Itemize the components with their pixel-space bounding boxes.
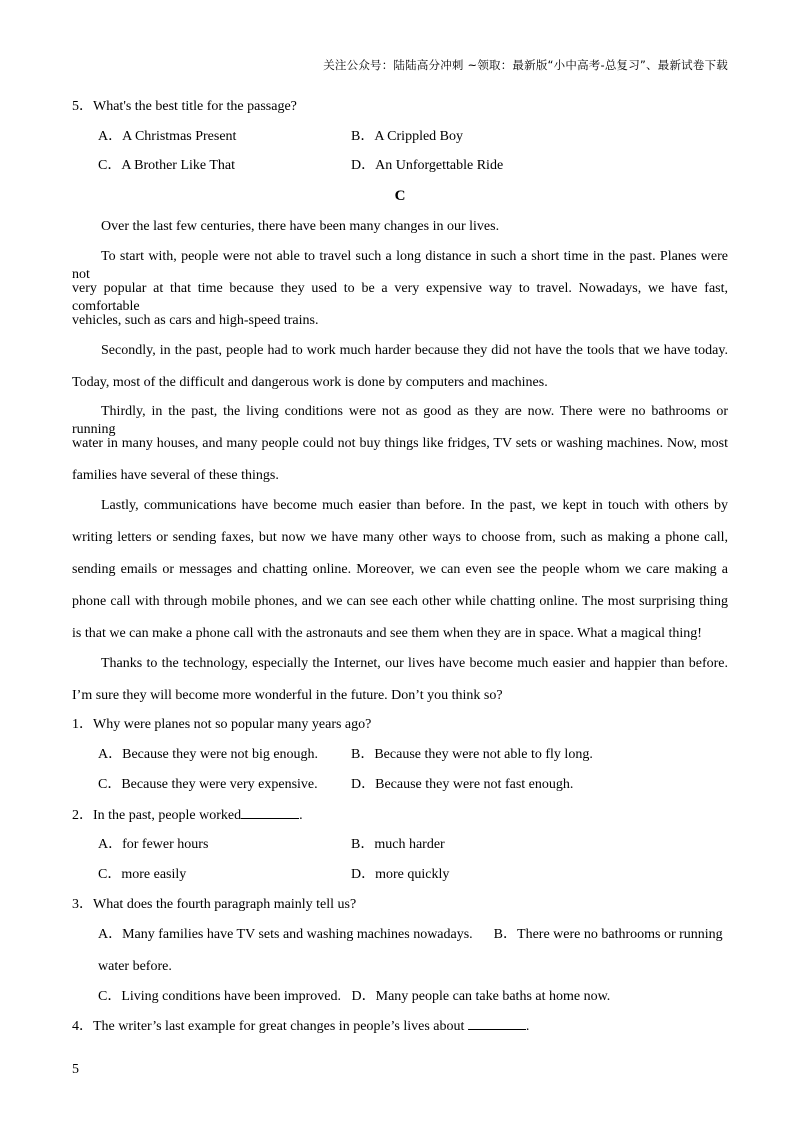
passage-p5-line-4: phone call with through mobile phones, and we can see each other while chatting online. The most surprising thing xyxy=(72,594,728,609)
passage-p3-line-2: Today, most of the difficult and dangerous work is done by computers and machines. xyxy=(72,375,548,390)
q5-option-a: A．A Christmas Present xyxy=(98,129,237,144)
passage-p2-line-1: To start with, people were not able to travel such a long distance in such a short time in the past. Planes were not xyxy=(72,249,728,282)
passage-paragraph-1: Over the last few centuries, there have been many changes in our lives. xyxy=(101,219,500,234)
passage-p5-line-1: Lastly, communications have become much easier than before. In the past, we kept in touch with others by xyxy=(101,498,728,513)
passage-p6-line-2: I’m sure they will become more wonderful in the future. Don’t you think so? xyxy=(72,688,503,703)
passage-p4-line-1: Thirdly, in the past, the living conditions were not as good as they are now. There were no bathrooms or running xyxy=(72,404,728,437)
question-4 xyxy=(72,1017,529,1036)
question-4-text: 4．The writer’s last example for great changes in people’s lives about xyxy=(72,1019,465,1034)
q1-option-d: D．Because they were not fast enough. xyxy=(351,777,574,792)
page-number: 5 xyxy=(72,1062,79,1077)
q3-options-line-2: water before. xyxy=(98,959,172,974)
passage-p4-line-3: families have several of these things. xyxy=(72,468,279,483)
q2-option-d: D．more quickly xyxy=(351,867,450,882)
question-3: 3．What does the fourth paragraph mainly tell us? xyxy=(72,897,357,912)
passage-p2-line-2: very popular at that time because they used to be a very expensive way to travel. Nowadays, we have fast, comfortable xyxy=(72,281,728,314)
q2-option-c: C．more easily xyxy=(98,867,187,882)
q2-option-a: A．for fewer hours xyxy=(98,837,209,852)
question-2-text: 2．In the past, people worked xyxy=(72,808,242,823)
question-1: 1．Why were planes not so popular many years ago? xyxy=(72,717,372,732)
passage-p5-line-2: writing letters or sending faxes, but now we have many other ways to choose from, such as making a phone call, xyxy=(72,530,728,545)
passage-p2-line-3: vehicles, such as cars and high-speed trains. xyxy=(72,313,319,328)
q2-option-b: B．much harder xyxy=(351,837,445,852)
passage-p6-line-1: Thanks to the technology, especially the Internet, our lives have become much easier and happier than before. xyxy=(101,656,728,671)
passage-p5-line-3: sending emails or messages and chatting online. Moreover, we can even see the people whom we care making a xyxy=(72,562,728,577)
q3-options-line-1: A．Many families have TV sets and washing machines nowadays. B．There were no bathrooms or running xyxy=(98,927,723,942)
question-5: 5．What's the best title for the passage? xyxy=(72,99,297,114)
passage-p4-line-2: water in many houses, and many people could not buy things like fridges, TV sets or washing machines. Now, most xyxy=(72,436,728,451)
passage-p3-line-1: Secondly, in the past, people had to work much harder because they did not have the tools that we have today. xyxy=(101,343,728,358)
q5-option-c: C．A Brother Like That xyxy=(98,158,235,173)
question-2 xyxy=(72,806,303,825)
q1-option-a: A．Because they were not big enough. xyxy=(98,747,319,762)
q1-option-c: C．Because they were very expensive. xyxy=(98,777,318,792)
q3-options-line-3: C．Living conditions have been improved. D．Many people can take baths at home now. xyxy=(98,989,611,1004)
page-header: 关注公众号：陆陆高分冲刺 ~领取：最新版“小中高考-总复习”、最新试卷下载 xyxy=(323,58,728,72)
question-4-end: . xyxy=(525,1019,530,1034)
q5-option-b: B．A Crippled Boy xyxy=(351,129,464,144)
question-2-end: . xyxy=(299,808,303,823)
answer-blank xyxy=(241,806,299,819)
section-label: C xyxy=(394,188,406,204)
q5-option-d: D．An Unforgettable Ride xyxy=(351,158,504,173)
answer-blank xyxy=(468,1017,526,1030)
passage-p5-line-5: is that we can make a phone call with the astronauts and see them when they are in space. What a magical thing! xyxy=(72,626,702,641)
q1-option-b: B．Because they were not able to fly long. xyxy=(351,747,593,762)
